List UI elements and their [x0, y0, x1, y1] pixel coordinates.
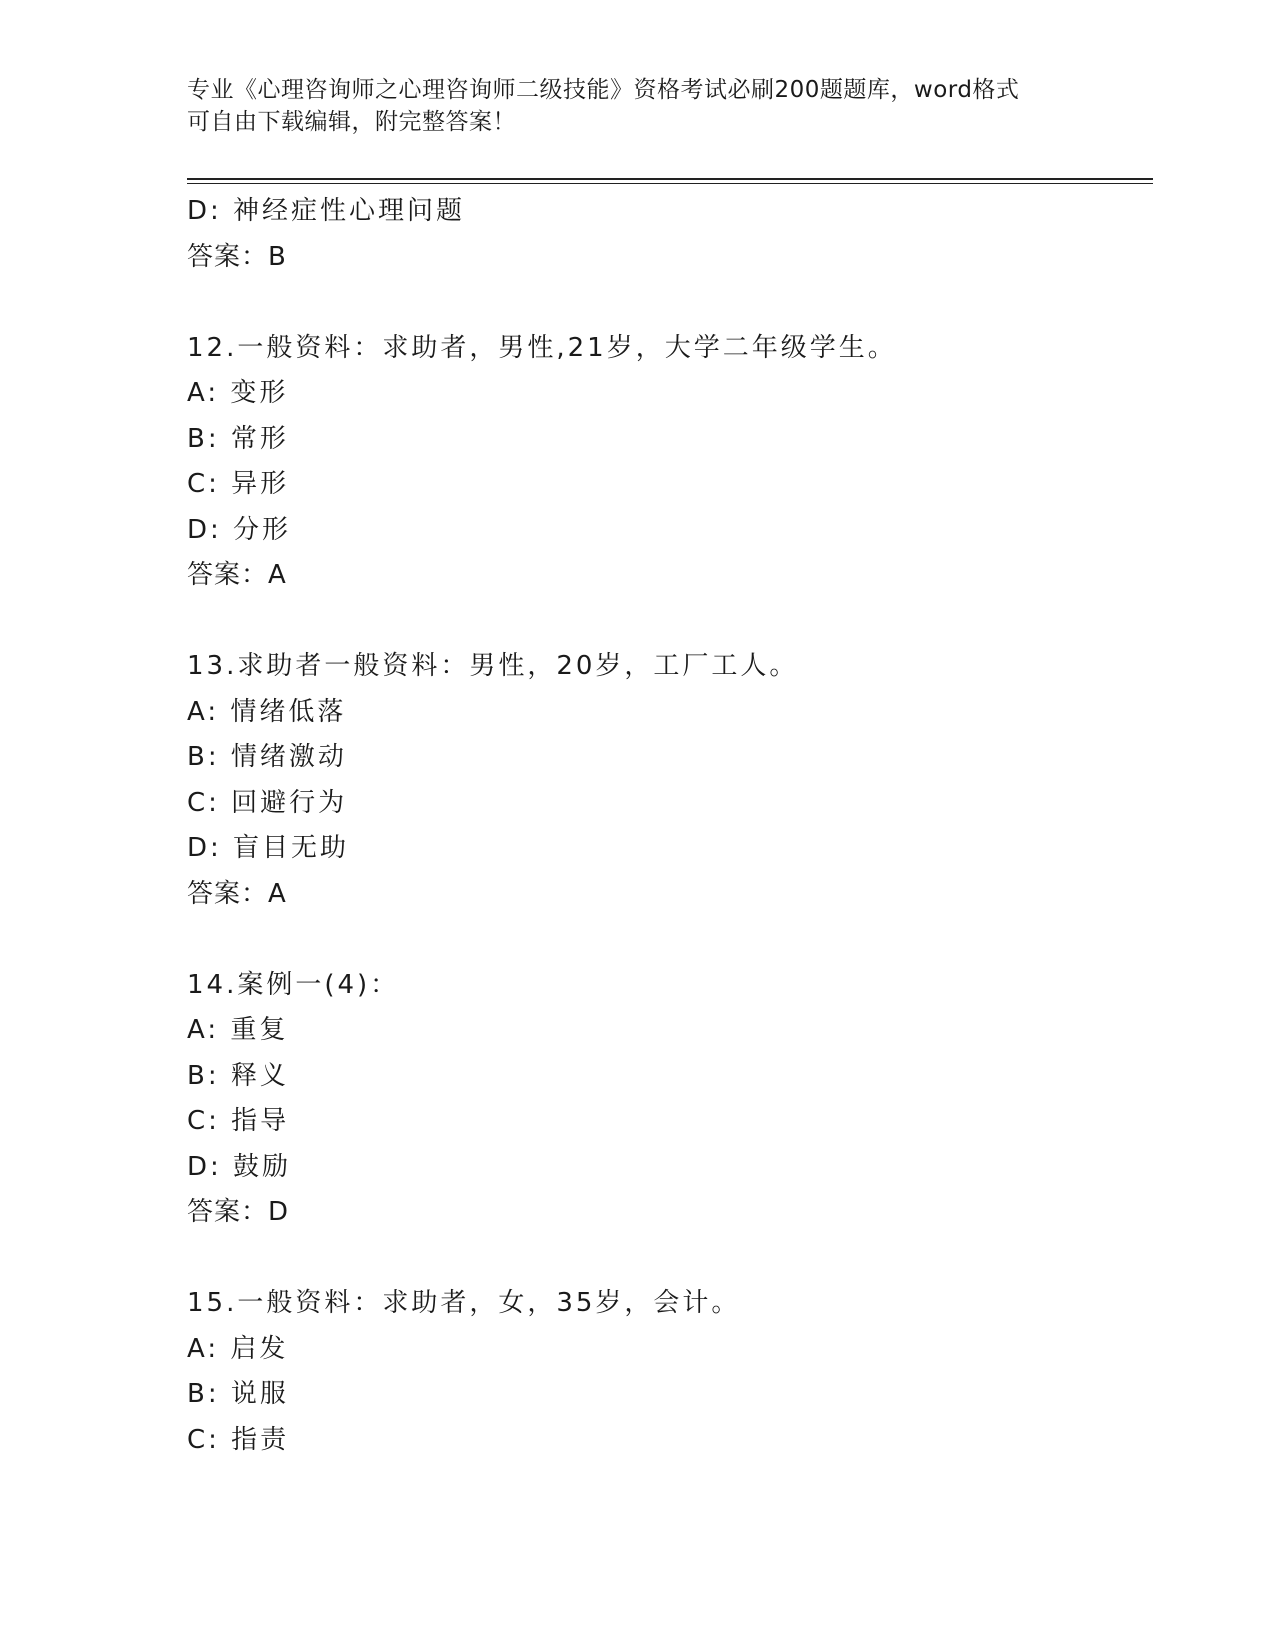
option-c: C: 指责: [187, 1424, 290, 1455]
document-header: [187, 74, 1087, 138]
option-b: B: 说服: [187, 1379, 289, 1409]
option-a: A: 情绪低落: [187, 696, 347, 727]
question-block-13: [187, 644, 1147, 917]
question-text: 15.一般资料：求助者，女，35岁，会计。: [187, 1288, 741, 1318]
option-a: A: 启发: [187, 1333, 289, 1364]
question-block-continued: [187, 189, 1147, 280]
option-d: D: 分形: [187, 514, 292, 545]
option-c: C: 指导: [187, 1106, 290, 1136]
answer-line: 答案：A: [187, 560, 287, 590]
question-block-12: [187, 326, 1147, 599]
question-text: 14.案例一(4)：: [187, 969, 400, 1000]
question-block-14: [187, 963, 1147, 1236]
header-divider-thick: [187, 178, 1153, 180]
option-a: A: 变形: [187, 378, 289, 408]
option-b: B: 常形: [187, 423, 289, 454]
option-c: C: 回避行为: [187, 787, 348, 818]
header-line-1: 专业《心理咨询师之心理咨询师二级技能》资格考试必刷200题题库，word格式: [187, 77, 1020, 103]
question-text: 12.一般资料：求助者，男性,21岁，大学二年级学生。: [187, 332, 897, 363]
header-divider-thin: [187, 183, 1153, 184]
answer-line: 答案：B: [187, 241, 287, 272]
option-b: B: 释义: [187, 1060, 289, 1091]
option-d: D: 鼓励: [187, 1151, 292, 1182]
option-c: C: 异形: [187, 469, 290, 499]
question-list: [187, 189, 1147, 1463]
option-b: B: 情绪激动: [187, 742, 347, 772]
option-d: D: 盲目无助: [187, 833, 350, 863]
answer-line: 答案：A: [187, 878, 287, 909]
option-a: A: 重复: [187, 1015, 289, 1045]
answer-line: 答案：D: [187, 1197, 290, 1227]
header-line-2: 可自由下载编辑，附完整答案！: [187, 109, 516, 135]
option-d: D: 神经症性心理问题: [187, 196, 466, 226]
question-text: 13.求助者一般资料：男性，20岁，工厂工人。: [187, 651, 799, 681]
question-block-15: [187, 1281, 1147, 1463]
